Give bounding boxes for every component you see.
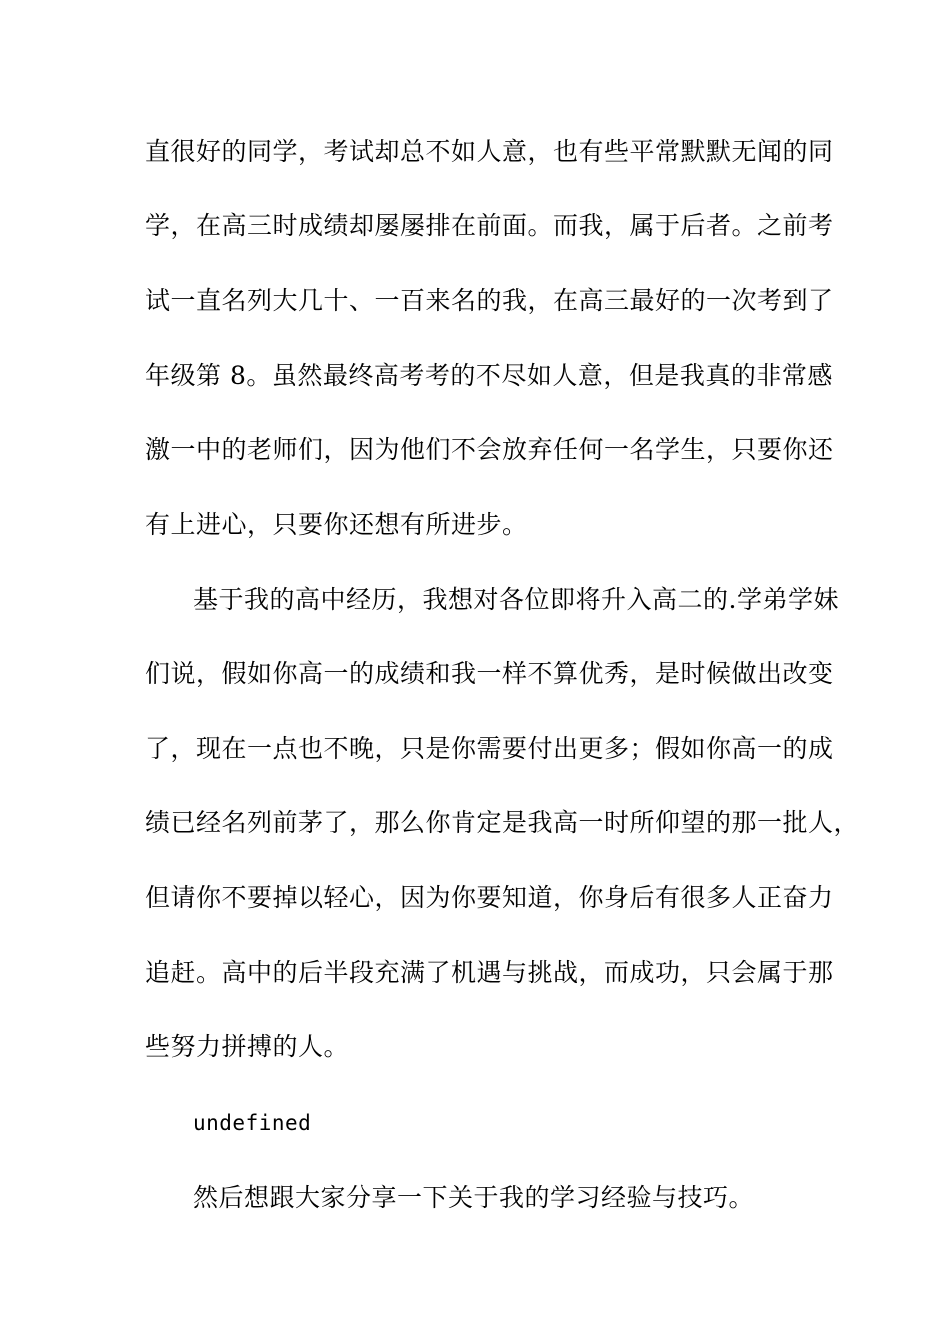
- paragraph-line: 但请你不要掉以轻心，因为你要知道，你身后有很多人正奋力: [145, 883, 834, 912]
- paragraph-line: 了，现在一点也不晚，只是你需要付出更多；假如你高一的成: [145, 734, 834, 763]
- paragraph-line: 追赶。高中的后半段充满了机遇与挑战，而成功，只会属于那: [145, 958, 834, 987]
- paragraph-line: 绩已经名列前茅了，那么你肯定是我高一时所仰望的那一批人，: [145, 808, 860, 837]
- paragraph-line: 些努力拼搏的人。: [145, 1032, 350, 1061]
- paragraph-line: 然后想跟大家分享一下关于我的学习经验与技巧。: [193, 1183, 755, 1212]
- paragraph-line: 激一中的老师们，因为他们不会放弃任何一名学生，只要你还: [145, 435, 834, 464]
- paragraph-line: 们说，假如你高一的成绩和我一样不算优秀，是时候做出改变: [145, 659, 834, 688]
- paragraph-line: 年级第 8。虽然最终高考考的不尽如人意，但是我真的非常感: [145, 361, 833, 390]
- paragraph-line: 试一直名列大几十、一百来名的我，在高三最好的一次考到了: [145, 286, 834, 315]
- paragraph-line: 学，在高三时成绩却屡屡排在前面。而我，属于后者。之前考: [145, 211, 834, 240]
- undefined-placeholder-line: undefined: [193, 1111, 312, 1135]
- paragraph-line: 有上进心，只要你还想有所进步。: [145, 510, 528, 539]
- paragraph-line: 基于我的高中经历，我想对各位即将升入高二的.学弟学妹: [193, 585, 839, 614]
- paragraph-line: 直很好的同学，考试却总不如人意，也有些平常默默无闻的同: [145, 137, 834, 166]
